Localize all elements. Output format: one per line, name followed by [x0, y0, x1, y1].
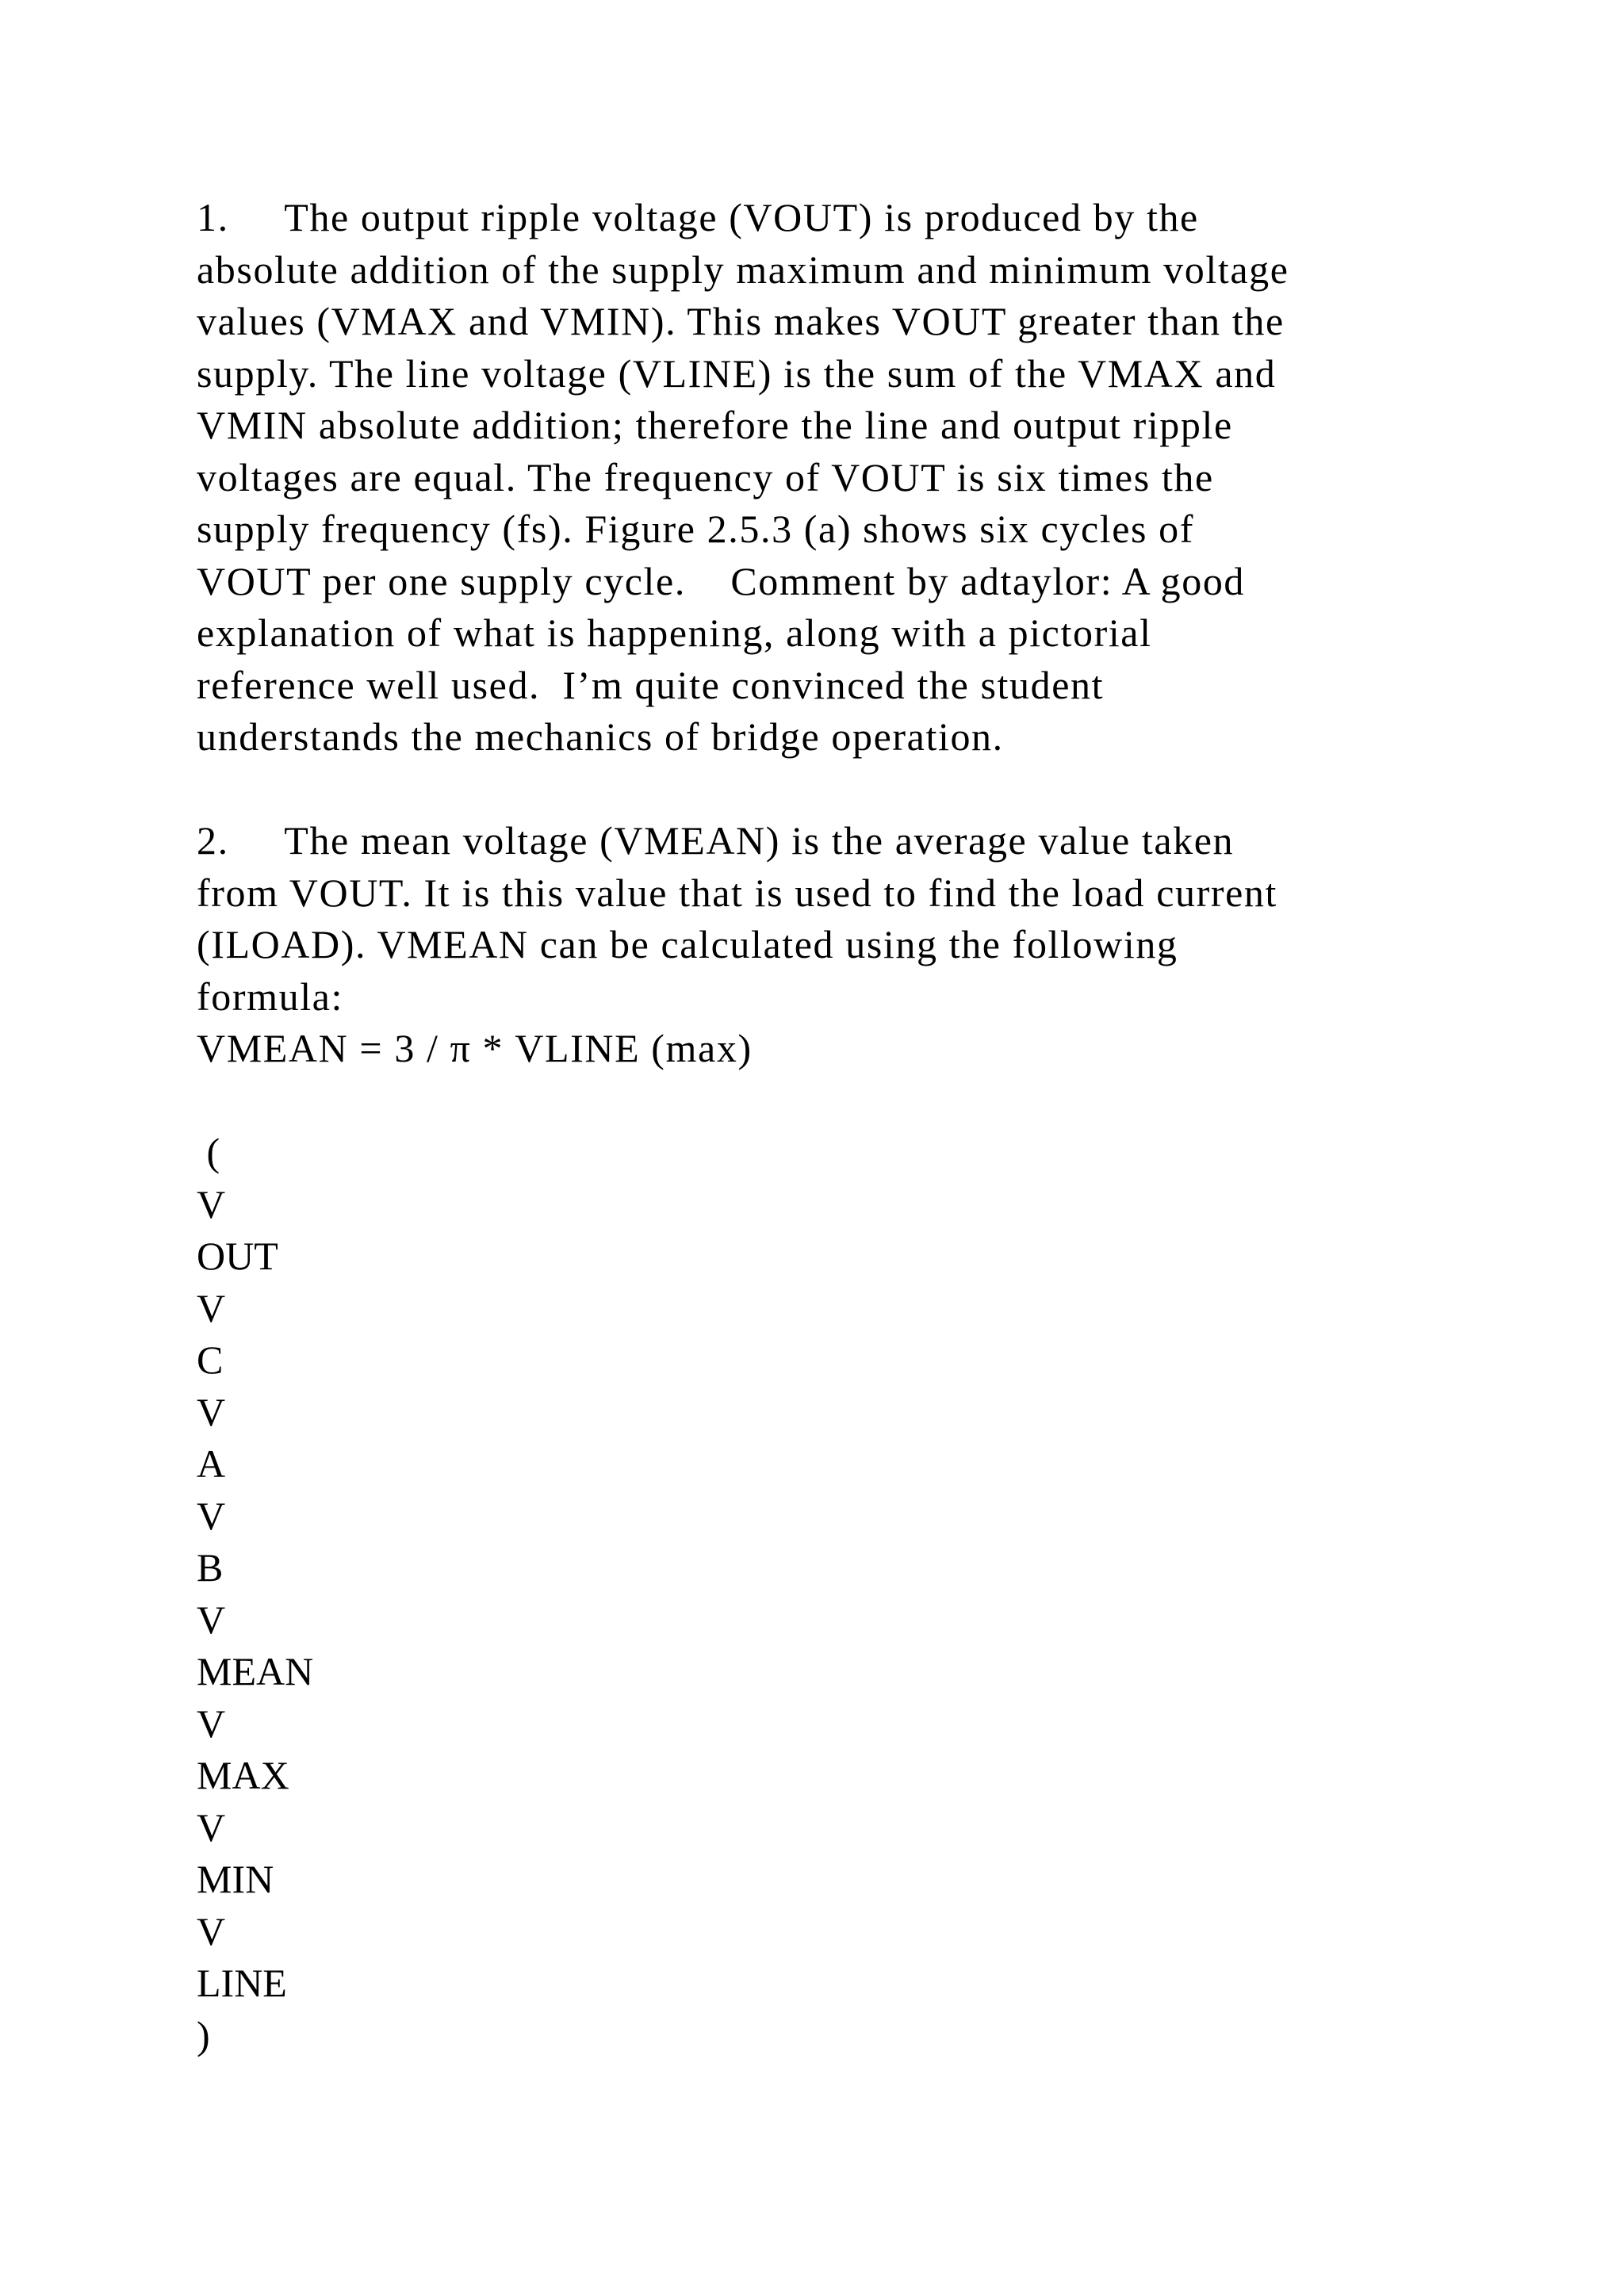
- paragraph-line: VOUT per one supply cycle. Comment by adtaylor: A good: [197, 558, 1246, 603]
- figure-label: V: [197, 1597, 226, 1642]
- paragraph-line: VMIN absolute addition; therefore the line and output ripple: [197, 403, 1233, 447]
- figure-label: V: [197, 1701, 226, 1746]
- paragraph-line: understands the mechanics of bridge operation.: [197, 714, 1004, 759]
- figure-label: V: [197, 1493, 226, 1538]
- figure-label-stack: [197, 1127, 1481, 2061]
- paragraph-line: (ILOAD). VMEAN can be calculated using the following: [197, 922, 1178, 966]
- figure-label: LINE: [197, 1961, 287, 2005]
- figure-label: V: [197, 1181, 226, 1226]
- paragraph-line: 2. The mean voltage (VMEAN) is the average value taken: [197, 818, 1235, 863]
- paragraph-line: values (VMAX and VMIN). This makes VOUT greater than the: [197, 299, 1285, 343]
- formula-line: VMEAN = 3 / π * VLINE (max): [197, 1026, 753, 1070]
- paragraph-line: absolute addition of the supply maximum and minimum voltage: [197, 247, 1289, 292]
- figure-label: V: [197, 1285, 226, 1330]
- paragraph-line: supply frequency (fs). Figure 2.5.3 (a) shows six cycles of: [197, 507, 1195, 551]
- figure-label: MAX: [197, 1753, 289, 1797]
- paragraph-line: formula:: [197, 974, 343, 1019]
- figure-label: V: [197, 1908, 226, 1954]
- figure-label: C: [197, 1337, 224, 1382]
- paragraph-line: reference well used. I’m quite convinced the student: [197, 662, 1105, 707]
- figure-label: MEAN: [197, 1649, 314, 1693]
- figure-label: A: [197, 1441, 226, 1486]
- figure-label: ): [197, 2012, 210, 2057]
- document-body: [197, 192, 1481, 2061]
- paragraph-line: from VOUT. It is this value that is used to find the load current: [197, 870, 1278, 915]
- paragraph-line: voltages are equal. The frequency of VOUT is six times the: [197, 454, 1214, 499]
- figure-label: V: [197, 1389, 226, 1434]
- figure-label: MIN: [197, 1857, 274, 1901]
- paragraph-2: [197, 815, 1481, 1075]
- figure-label: (: [197, 1130, 220, 1174]
- figure-label: OUT: [197, 1234, 278, 1278]
- paragraph-spacer: [197, 763, 1481, 816]
- paragraph-line: supply. The line voltage (VLINE) is the sum of the VMAX and: [197, 350, 1277, 396]
- paragraph-line: explanation of what is happening, along with a pictorial: [197, 610, 1152, 655]
- figure-label: V: [197, 1804, 226, 1850]
- paragraph-line: 1. The output ripple voltage (VOUT) is produced by the: [197, 195, 1199, 239]
- figure-label: B: [197, 1545, 224, 1590]
- paragraph-1: [197, 192, 1481, 763]
